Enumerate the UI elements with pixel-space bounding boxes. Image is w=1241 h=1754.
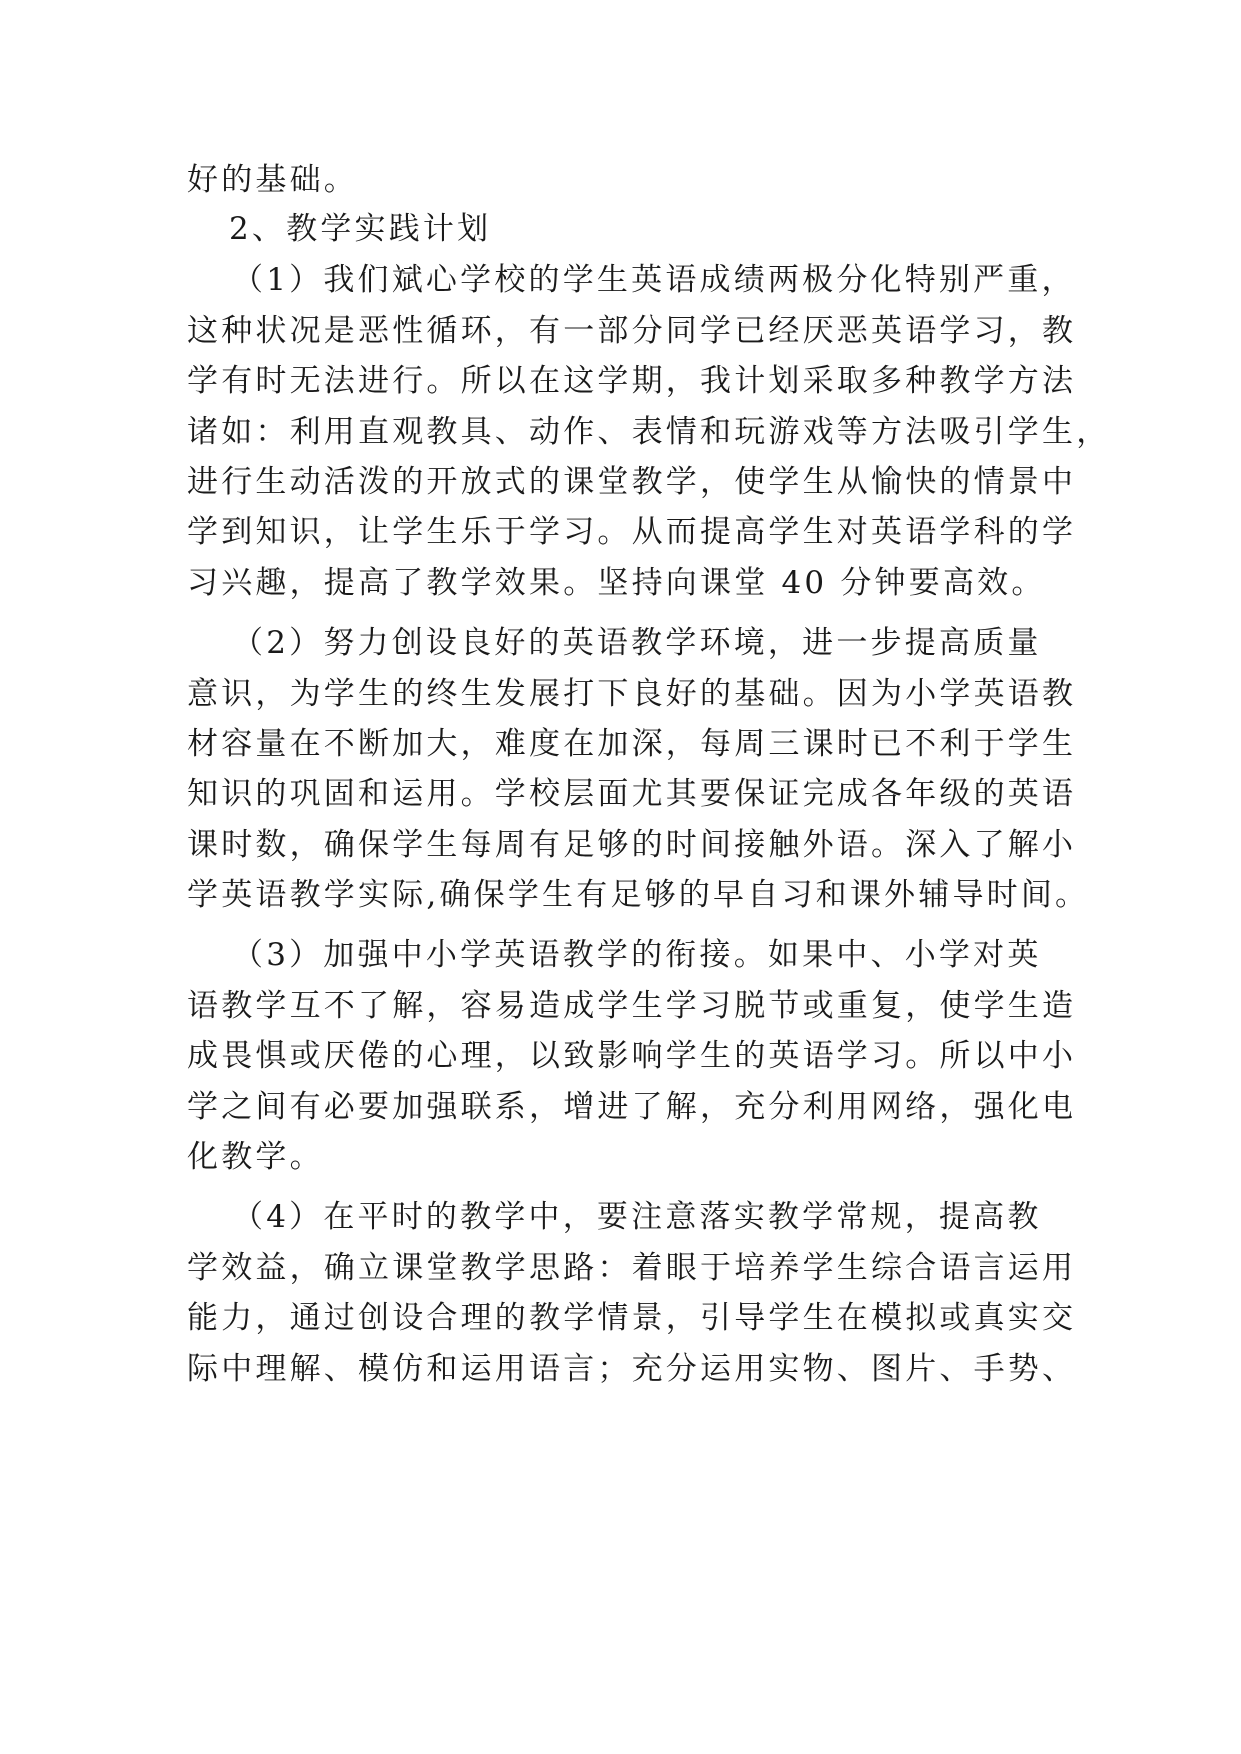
text-line: 学效益，确立课堂教学思路：着眼于培养学生综合语言运用 <box>187 1250 1077 1286</box>
text-line: 学英语教学实际,确保学生有足够的早自习和课外辅导时间。 <box>187 877 1090 913</box>
paragraph-start-line: （4）在平时的教学中，要注意落实教学常规，提高教 <box>232 1199 1042 1235</box>
text-line: 课时数，确保学生每周有足够的时间接触外语。深入了解小 <box>187 827 1077 863</box>
text-line: 化教学。 <box>187 1139 324 1175</box>
text-line: 诸如：利用直观教具、动作、表情和玩游戏等方法吸引学生， <box>187 414 1111 450</box>
text-line: 材容量在不断加大，难度在加深，每周三课时已不利于学生 <box>187 726 1077 762</box>
text-line: 意识，为学生的终生发展打下良好的基础。因为小学英语教 <box>187 676 1077 712</box>
paragraph-start-line: （2）努力创设良好的英语教学环境，进一步提高质量 <box>232 625 1042 661</box>
text-line: 际中理解、模仿和运用语言；充分运用实物、图片、手势、 <box>187 1351 1077 1387</box>
paragraph-start-line: （1）我们斌心学校的学生英语成绩两极分化特别严重， <box>232 262 1076 298</box>
paragraph-start-line: （3）加强中小学英语教学的衔接。如果中、小学对英 <box>232 937 1042 973</box>
text-line: 能力，通过创设合理的教学情景，引导学生在模拟或真实交 <box>187 1300 1077 1336</box>
text-line: 好的基础。 <box>187 162 358 198</box>
text-line: 学有时无法进行。所以在这学期，我计划采取多种教学方法 <box>187 363 1077 399</box>
text-line: 这种状况是恶性循环，有一部分同学已经厌恶英语学习，教 <box>187 313 1077 349</box>
text-line: 学之间有必要加强联系，增进了解，充分利用网络，强化电 <box>187 1089 1077 1125</box>
text-line: 进行生动活泼的开放式的课堂教学，使学生从愉快的情景中 <box>187 464 1077 500</box>
text-line: 成畏惧或厌倦的心理，以致影响学生的英语学习。所以中小 <box>187 1038 1077 1074</box>
text-line: 语教学互不了解，容易造成学生学习脱节或重复，使学生造 <box>187 988 1077 1024</box>
text-line: 习兴趣，提高了教学效果。坚持向课堂 40 分钟要高效。 <box>187 565 1046 601</box>
text-line: 学到知识，让学生乐于学习。从而提高学生对英语学科的学 <box>187 514 1077 550</box>
section-heading: 2、教学实践计划 <box>229 211 492 247</box>
text-line: 知识的巩固和运用。学校层面尤其要保证完成各年级的英语 <box>187 776 1077 812</box>
